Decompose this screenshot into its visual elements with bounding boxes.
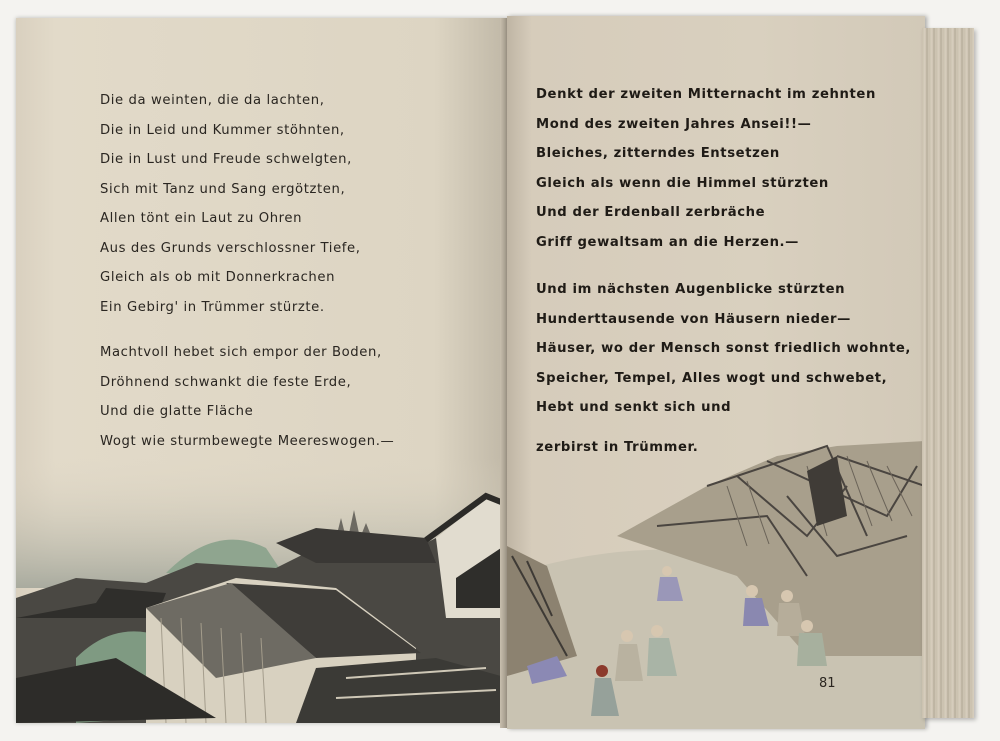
verse-line: Wogt wie sturmbewegte Meereswogen.—: [100, 433, 395, 449]
verse-line: Denkt der zweiten Mitternacht im zehnten: [536, 87, 876, 102]
verse-line: Mond des zweiten Jahres Ansei!!—: [536, 116, 812, 132]
verse-line: Machtvoll hebet sich empor der Boden,: [100, 345, 382, 360]
verse-line: Und im nächsten Augenblicke stürzten: [536, 282, 846, 297]
verse-line: Gleich als wenn die Himmel stürzten: [536, 175, 829, 191]
verse-line: Die da weinten, die da lachten,: [100, 93, 325, 108]
verse-line: Allen tönt ein Laut zu Ohren: [100, 211, 303, 226]
left-page-text: [100, 86, 394, 456]
verse-line: Ein Gebirg' in Trümmer stürzte.: [100, 299, 325, 315]
page-number: 81: [819, 676, 836, 691]
book-fore-edge: [922, 28, 974, 718]
verse-line: Gleich als ob mit Donnerkrachen: [100, 270, 336, 285]
right-page-text: [536, 80, 911, 462]
verse-line: Hebt und senkt sich und: [536, 400, 732, 415]
verse-line: Hunderttausende von Häusern nieder—: [536, 311, 851, 327]
verse-line: Und die glatte Fläche: [100, 404, 254, 419]
verse-line: Die in Leid und Kummer stöhnten,: [100, 122, 345, 138]
verse-line: Bleiches, zitterndes Entsetzen: [536, 146, 780, 161]
verse-line: zerbirst in Trümmer.: [536, 439, 699, 455]
verse-line: Aus des Grunds verschlossner Tiefe,: [100, 240, 361, 256]
verse-line: Speicher, Tempel, Alles wogt und schwebet,: [536, 370, 888, 386]
verse-line: Häuser, wo der Mensch sonst friedlich wohnte,: [536, 341, 911, 356]
left-page: [16, 18, 508, 723]
verse-line: Griff gewaltsam an die Herzen.—: [536, 234, 799, 250]
verse-line: Dröhnend schwankt die feste Erde,: [100, 374, 352, 390]
verse-line: Und der Erdenball zerbräche: [536, 205, 766, 220]
right-page: [507, 16, 925, 729]
verse-line: Die in Lust und Freude schwelgten,: [100, 152, 352, 167]
verse-line: Sich mit Tanz und Sang ergötzten,: [100, 181, 346, 197]
